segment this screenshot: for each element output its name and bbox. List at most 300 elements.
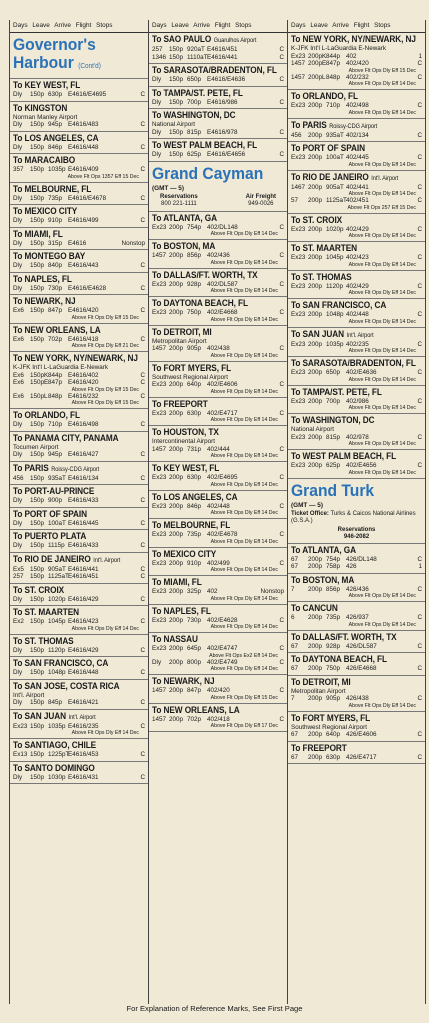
flight-number: 402/E4678: [207, 531, 238, 538]
column-3: [287, 20, 426, 1004]
flight-leave: 200p: [308, 462, 323, 469]
flight-leave: 200p: [308, 282, 323, 290]
destination-name: [13, 103, 127, 114]
flight-days: Dly: [13, 284, 23, 292]
flight-number: E4616/978: [207, 128, 238, 136]
flight-leave: 150p: [30, 307, 45, 314]
destination-title: To DALLAS/FT. WORTH, TX: [152, 269, 258, 281]
flight-arrive: 846p: [48, 143, 63, 151]
schedule-note: Above Flt Ops Dly Eff 14 Dec: [348, 261, 416, 268]
flight-days: Dly: [152, 658, 162, 666]
destination-name: [13, 740, 127, 751]
flight-leave: 200p: [308, 154, 323, 161]
destination-name: [291, 654, 404, 665]
schedule-note: Above Flt Ops Dly Eff 14 Dec: [210, 259, 278, 266]
destination-name: [291, 677, 404, 688]
destination-block: [288, 602, 425, 631]
flight-leave: 150p: [30, 239, 45, 247]
flight-stops: C: [140, 699, 145, 706]
flight-arrive: 1115p: [48, 542, 65, 549]
flight-days: 1457: [152, 445, 167, 453]
destination-name: [152, 520, 266, 531]
flight-stops: C: [140, 217, 145, 224]
flight-number: E4616/441: [207, 53, 238, 61]
flight-stops: C: [279, 223, 284, 231]
destination-title: To NEWARK, NJ: [13, 296, 76, 307]
flight-number: E4616/448: [68, 143, 99, 151]
flight-row: [291, 398, 422, 406]
destination-block: [149, 139, 287, 162]
flight-row: [152, 99, 284, 107]
flight-number: 402/E4747: [207, 645, 238, 652]
flight-arrive: 847p: [48, 307, 63, 314]
flight-row: [152, 531, 284, 539]
destination-title: To MELBOURNE, FL: [152, 520, 231, 531]
flight-leave: 200p: [308, 695, 323, 702]
destination-airport: Int'l. Airport: [371, 174, 399, 182]
flight-days: Dly: [152, 151, 162, 158]
destination-name: [291, 120, 404, 132]
flight-leave: 200p: [308, 397, 323, 405]
flight-row: [13, 336, 145, 344]
flight-days: Ex6: [13, 307, 24, 314]
destination-name: [13, 636, 127, 647]
flight-leave: 150p: [169, 53, 184, 61]
flight-row: [152, 446, 284, 454]
flight-days: Dly: [13, 239, 23, 247]
destination-title: To DETROIT, MI: [291, 676, 351, 688]
destination-block: [288, 414, 425, 450]
flight-arrive: 905aT: [326, 183, 344, 191]
flight-number: E4616/E4636: [207, 76, 246, 83]
city-title: Grand Cayman: [152, 163, 264, 183]
flight-stops: C: [140, 143, 145, 151]
flight-arrive: 905p: [187, 345, 202, 352]
flight-number: 402/134: [346, 131, 369, 139]
flight-leave: 200p: [169, 223, 184, 231]
flight-arrive: 800p: [187, 658, 202, 666]
flight-number: E4616/498: [68, 421, 99, 428]
destination-name: [13, 353, 138, 364]
flight-arrive: 928p: [326, 642, 341, 650]
destination-name: [13, 206, 127, 217]
flight-leave: 150p: [30, 618, 45, 625]
destination-block: [288, 544, 425, 574]
flight-number: 402/E4656: [346, 462, 377, 469]
destination-airport: Int'l. Airport: [93, 556, 121, 564]
flight-leave: 150p: [30, 143, 45, 151]
destination-name: [13, 658, 127, 669]
schedule-note: Above Flt Ops Dly Eff 14 Dec: [71, 625, 139, 632]
flight-arrive: 844p: [48, 371, 63, 379]
destination-block: [10, 635, 148, 658]
flight-leave: 200p: [169, 559, 184, 567]
flight-stops: C: [417, 462, 422, 469]
flight-arrive: 845p: [48, 699, 63, 706]
flight-leave: 200p: [169, 309, 184, 316]
destination-title: To LOS ANGELES, CA: [152, 491, 238, 503]
timetable-page: [9, 20, 426, 1004]
flight-leave: 200p: [308, 665, 323, 672]
flight-number: E4616/E4678: [68, 194, 107, 202]
flight-arrive: 1110aT: [187, 53, 208, 61]
flight-stops: C: [140, 194, 145, 202]
flight-leave: 150p: [30, 565, 45, 573]
flight-arrive: 625p: [187, 151, 202, 158]
destination-name: [152, 676, 266, 687]
flight-row: [13, 195, 145, 203]
schedule-note: Above Flt Ops Dly Eff 14 Dec: [210, 316, 278, 323]
flight-stops: C: [140, 519, 145, 527]
destination-block: [10, 530, 148, 553]
schedule-note: Above Flt Ops Dly Eff 14 Dec: [348, 469, 416, 476]
destination-title: To ATLANTA, GA: [291, 544, 356, 556]
flight-number: 402/E4749: [207, 658, 238, 666]
destination-block: [149, 462, 287, 491]
header-leave: Leave: [171, 22, 189, 29]
flight-leave: 200p: [308, 642, 323, 650]
flight-days: 1457: [152, 715, 167, 723]
city-section: [288, 479, 425, 544]
flight-days: Ex23: [152, 645, 167, 652]
flight-number: E4616/420: [68, 379, 99, 386]
flight-arrive: 935aT: [48, 474, 66, 482]
destination-title: To FREEPORT: [152, 398, 208, 410]
schedule-note: Above Flt Ops Dly Eff 14 Dec: [210, 288, 278, 294]
flight-number: 402/E4695: [207, 474, 238, 481]
schedule-note: Above Flt Ops Dly Eff 14 Dec: [348, 593, 416, 599]
destination-airport: Roissy-CDG Airport: [329, 122, 378, 130]
flight-arrive: 847p: [48, 379, 63, 386]
destination-block: [149, 64, 287, 87]
flight-arrive: 1045p: [48, 618, 66, 625]
flight-stops: C: [279, 409, 284, 417]
flight-arrive: 100aT: [48, 519, 66, 527]
destination-name: [13, 410, 127, 421]
flight-days: 67: [291, 563, 299, 570]
flight-row: [291, 586, 422, 594]
destination-name: [13, 585, 127, 596]
schedule-note: Above Flt Ops Dly Eff 14 Dec: [71, 730, 139, 736]
flight-stops: C: [279, 252, 284, 259]
destination-block: [149, 33, 287, 64]
destination-airport: Guarulhos Airport: [213, 37, 257, 44]
flight-stops: C: [417, 369, 422, 376]
destination-title: To WEST PALM BEACH, FL: [152, 140, 258, 151]
flight-number: 402/420: [346, 60, 369, 67]
flight-stops: C: [417, 225, 422, 233]
flight-days: Ex23: [152, 502, 167, 510]
destination-block: [288, 119, 425, 143]
flight-days: Ex23: [291, 254, 306, 261]
destination-name: [291, 329, 404, 341]
flight-row: [152, 410, 284, 418]
flight-stops: C: [279, 381, 284, 388]
destination-airport: Roissy-CDG Airport: [51, 465, 100, 473]
flight-leave: 200p: [169, 588, 184, 595]
destination-block: [288, 712, 425, 742]
destination-title: To RIO DE JANEIRO: [13, 553, 91, 565]
flight-stops: C: [140, 451, 145, 458]
destination-block: [149, 605, 287, 634]
destination-block: [288, 33, 425, 90]
destination-airport: Int'l. Airport: [68, 713, 96, 721]
flight-days: 257: [13, 573, 24, 580]
destination-title: To CANCUN: [291, 603, 338, 614]
flight-row: [152, 46, 284, 54]
destination-title: To ORLANDO, FL: [291, 91, 358, 102]
flight-stops: C: [140, 392, 145, 400]
flight-days: 6: [291, 614, 295, 621]
flight-arrive: 650p: [326, 369, 341, 376]
flight-days: Ex23: [291, 433, 306, 441]
flight-arrive: 1035p: [48, 722, 66, 730]
flight-leave: 150p: [30, 421, 45, 428]
flight-arrive: 848p: [326, 73, 341, 81]
flight-days: Ex23: [291, 102, 306, 109]
schedule-note: Above Flt Ops Dly Eff 15 Dec: [71, 314, 139, 321]
destination-title: To DAYTONA BEACH, FL: [291, 654, 387, 665]
flight-number: 402/E4606: [207, 381, 238, 388]
destination-block: [10, 154, 148, 183]
flight-arrive: 815p: [326, 433, 341, 441]
destination-name: [291, 215, 404, 226]
destination-title: To TAMPA/ST. PETE, FL: [152, 87, 243, 99]
flight-stops: C: [140, 565, 145, 573]
destination-block: [149, 491, 287, 520]
flight-days: Ex23: [152, 280, 167, 288]
flight-stops: C: [140, 542, 145, 549]
schedule-note: Above Flt Ops Dly Eff 14 Dec: [210, 510, 278, 516]
flight-arrive: 735p: [187, 531, 202, 538]
destination-block: [10, 553, 148, 584]
flight-stops: C: [417, 397, 422, 405]
flight-row: [152, 54, 284, 62]
flight-row: [152, 76, 284, 84]
flight-arrive: 848p: [48, 392, 63, 400]
destination-name: [291, 743, 404, 754]
destination-block: [10, 762, 148, 785]
schedule-note: Above Flt Ops Dly Eff 14 Dec: [348, 376, 416, 383]
flight-leave: 200p: [308, 311, 323, 318]
destination-block: [10, 606, 148, 635]
flight-number: E4616/418: [68, 335, 99, 343]
destination-name: [291, 451, 404, 462]
schedule-note: Above Flt Ops Dly Eff 14 Dec: [210, 567, 278, 573]
flight-stops: C: [279, 128, 284, 136]
flight-number: 402/444: [207, 445, 230, 453]
destination-title: To NEWARK, NJ: [152, 676, 215, 687]
flight-days: Ex5: [13, 565, 24, 573]
flight-number: E4616/451: [207, 46, 238, 53]
flight-days: 1457: [291, 73, 306, 81]
flight-number: 402/E4717: [207, 409, 238, 417]
flight-row: [13, 774, 145, 782]
flight-leave: 200p: [169, 616, 184, 624]
flight-number: 426/436: [346, 585, 369, 593]
destination-block: [10, 228, 148, 251]
destination-title: To NASSAU: [152, 634, 198, 645]
flight-arrive: 840p: [48, 262, 63, 269]
schedule-note: Above Flt Ops Dly Eff 14 Dec: [210, 417, 278, 423]
flight-arrive: 640p: [187, 381, 202, 388]
flight-stops: C: [279, 687, 284, 694]
flight-arrive: 847p: [326, 60, 341, 67]
flight-arrive: 910p: [187, 559, 202, 567]
flight-row: [13, 723, 145, 731]
destination-title: To DAYTONA BEACH, FL: [152, 298, 248, 309]
destination-block: [288, 653, 425, 676]
destination-title: To MARACAIBO: [13, 155, 76, 166]
airport-name: Southwest Regional Airport: [152, 373, 228, 381]
flight-days: Ex23: [152, 223, 167, 231]
destination-title: To HOUSTON, TX: [152, 427, 219, 438]
flight-row: [291, 434, 422, 442]
flight-leave: 200p: [308, 585, 323, 593]
destination-title: To LOS ANGELES, CA: [13, 132, 99, 144]
destination-title: To NAPLES, FL: [13, 273, 72, 285]
flight-number: 402/499: [207, 559, 230, 567]
header-arrive: Arrive: [54, 22, 71, 29]
flight-days: Ex23: [152, 531, 167, 538]
flight-days: 1457: [152, 687, 167, 694]
flight-days: 67: [291, 753, 299, 761]
flight-number: 402/441: [346, 183, 369, 191]
flight-number: 402/448: [346, 311, 369, 318]
schedule-note: Above Flt Ops Dly Eff 14 Dec: [348, 233, 416, 239]
destination-block: [10, 710, 148, 740]
flight-stops: C: [140, 722, 145, 730]
destination-title: To MONTEGO BAY: [13, 251, 86, 262]
schedule-note: Above Flt Ops Dly Eff 14 Dec: [348, 290, 416, 296]
flight-stops: C: [417, 731, 422, 738]
header-days: Days: [13, 22, 28, 29]
flight-row: [152, 645, 284, 653]
schedule-note: Above Flt Ops Dly Eff 14 Dec: [210, 595, 278, 602]
flight-stops: C: [279, 474, 284, 481]
flight-stops: C: [140, 646, 145, 654]
flight-arrive: 1035p: [326, 340, 344, 348]
flight-number: E4616/E4656: [207, 151, 246, 158]
schedule-note: Above Flt Ops Dly Eff 14 Dec: [348, 109, 416, 116]
column-1: [9, 20, 148, 1004]
flight-arrive: 730p: [187, 616, 202, 624]
destination-block: [288, 242, 425, 271]
flight-arrive: 910p: [48, 217, 63, 224]
flight-row: [291, 614, 422, 622]
airport-name: Tocumen Airport: [13, 443, 59, 451]
airport-name: National Airport: [152, 121, 196, 128]
destination-name: [13, 184, 127, 195]
flight-row: [13, 144, 145, 152]
flight-arrive: 1030p: [48, 773, 66, 781]
flight-leave: 150p: [30, 91, 45, 98]
flight-arrive: 1125aT: [326, 197, 347, 204]
flight-arrive: 1120p: [326, 282, 344, 290]
flight-arrive: 702p: [48, 335, 63, 343]
flight-number: E4616/429: [68, 646, 99, 654]
flight-number: 426/E4717: [346, 753, 377, 761]
destination-block: [288, 299, 425, 328]
city-section: [149, 162, 287, 212]
flight-number: 402/498: [346, 102, 369, 109]
destination-title: To MEXICO CITY: [152, 548, 217, 560]
destination-name: [13, 155, 127, 166]
destination-title: To FORT MYERS, FL: [291, 712, 371, 724]
flight-stops: C: [140, 379, 145, 386]
flight-stops: C: [279, 502, 284, 510]
flight-leave: 150p: [30, 669, 45, 676]
flight-leave: 200p: [308, 183, 323, 191]
flight-row: [13, 307, 145, 315]
flight-arrive: 630p: [326, 753, 341, 761]
destination-title: To MIAMI, FL: [152, 577, 202, 588]
destination-name: [152, 492, 266, 503]
contact-value: 949-0026: [248, 200, 274, 207]
schedule-note: Above Flt Ops Dly Eff 14 Dec: [348, 702, 416, 709]
destination-block: [10, 102, 148, 132]
destination-title: To NEW YORK, NY/NEWARK, NJ: [291, 34, 416, 45]
flight-stops: C: [417, 695, 422, 702]
flight-arrive: 847p: [187, 687, 202, 694]
destination-title: To ST. THOMAS: [13, 635, 74, 647]
flight-arrive: 1048p: [326, 311, 344, 318]
flight-leave: 150p: [169, 76, 184, 83]
destination-title: To SAO PAULO: [152, 34, 212, 45]
flight-days: 1346: [152, 53, 167, 61]
flight-days: Ex23: [291, 340, 306, 348]
destination-block: [288, 328, 425, 358]
destination-title: To ORLANDO, FL: [13, 410, 80, 421]
destination-block: [10, 584, 148, 607]
city-section: [10, 33, 148, 79]
flight-number: E4616/E4695: [68, 91, 107, 98]
flight-number: 402/E4628: [207, 616, 238, 624]
destination-block: [10, 657, 148, 680]
flight-row: [152, 617, 284, 625]
header-stops: Stops: [374, 22, 391, 29]
flight-arrive: 702p: [187, 715, 202, 723]
flight-days: 1457: [291, 60, 306, 67]
flight-leave: 200p: [169, 531, 184, 538]
flight-row: [13, 240, 145, 248]
destination-name: [152, 270, 266, 281]
flight-number: E4616/429: [68, 595, 99, 603]
airport-name: Int'l. Airport: [13, 691, 45, 699]
flight-stops: C: [279, 616, 284, 624]
flight-row: [13, 91, 145, 99]
flight-days: Dly: [13, 121, 23, 128]
destination-block: [10, 508, 148, 531]
flight-stops: C: [279, 53, 284, 61]
flight-number: 402: [207, 588, 218, 595]
flight-days: Ex6: [13, 379, 24, 386]
flight-arrive: 856p: [326, 585, 341, 593]
destination-name: [13, 509, 127, 520]
destination-title: To PANAMA CITY, PANAMA: [13, 432, 119, 444]
flight-stops: C: [279, 280, 284, 288]
destination-title: To WEST PALM BEACH, FL: [291, 451, 397, 462]
flight-leave: 150p: [30, 121, 45, 128]
destination-name: [291, 172, 404, 184]
flight-leave: 200p: [308, 131, 323, 139]
contact-label: Air Freight: [245, 193, 276, 200]
flight-leave: 150pL: [30, 392, 48, 400]
flight-arrive: 650p: [187, 76, 202, 83]
destination-name: [13, 531, 127, 542]
flight-row: [13, 166, 145, 174]
destination-title: To PORT-AU-PRINCE: [13, 486, 95, 497]
